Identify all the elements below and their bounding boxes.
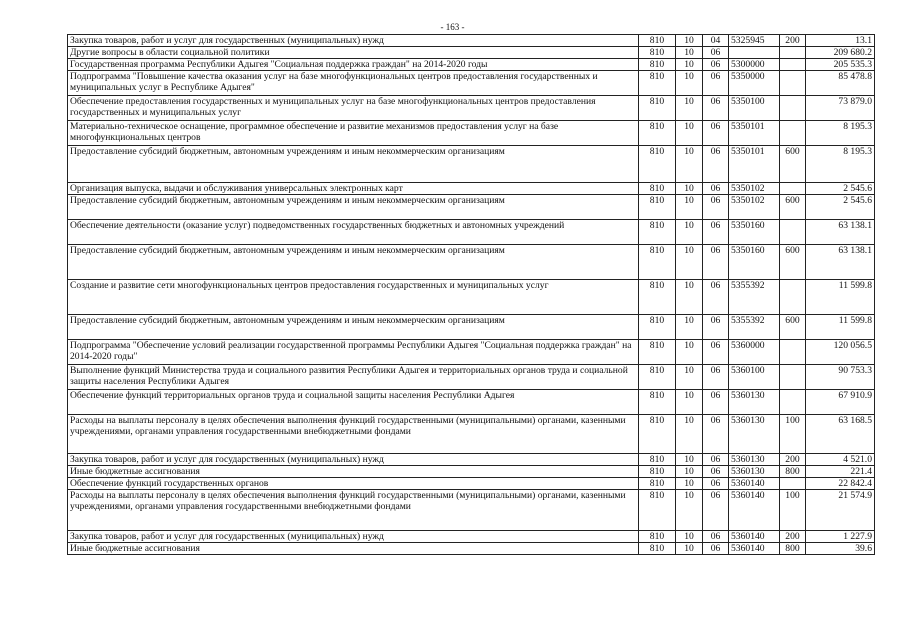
cell-target-article: 5355392 xyxy=(729,315,780,340)
cell-ministry-code: 810 xyxy=(639,365,676,390)
cell-target-article: 5350160 xyxy=(729,220,780,245)
cell-description: Обеспечение деятельности (оказание услуг) подведомственных государственных бюджетных и автономных учреждений xyxy=(68,220,639,245)
cell-description: Расходы на выплаты персоналу в целях обеспечения выполнения функций государственными (муниципальными) органами, казенными учреждениями, органами управления государственными внебюджетными фондами xyxy=(68,490,639,531)
budget-table-body xyxy=(68,35,875,555)
cell-amount: 22 842.4 xyxy=(806,478,875,490)
cell-subsection: 06 xyxy=(703,466,729,478)
cell-amount: 21 574.9 xyxy=(806,490,875,531)
cell-description: Создание и развитие сети многофункциональных центров предоставления государственных и муниципальных услуг xyxy=(68,280,639,315)
cell-subsection: 06 xyxy=(703,280,729,315)
cell-section: 10 xyxy=(676,71,703,96)
cell-target-article: 5360140 xyxy=(729,531,780,543)
cell-expense-type xyxy=(780,340,806,365)
cell-expense-type xyxy=(780,47,806,59)
cell-amount: 2 545.6 xyxy=(806,195,875,220)
cell-ministry-code: 810 xyxy=(639,543,676,555)
table-row xyxy=(68,35,875,47)
cell-ministry-code: 810 xyxy=(639,340,676,365)
table-row xyxy=(68,71,875,96)
cell-target-article: 5360140 xyxy=(729,490,780,531)
cell-section: 10 xyxy=(676,121,703,146)
cell-expense-type: 100 xyxy=(780,415,806,454)
cell-description: Выполнение функций Министерства труда и социального развития Республики Адыгея и территориальных органов труда и социальной защиты населения Республики Адыгея xyxy=(68,365,639,390)
cell-expense-type: 800 xyxy=(780,543,806,555)
cell-expense-type xyxy=(780,478,806,490)
cell-ministry-code: 810 xyxy=(639,454,676,466)
table-row xyxy=(68,245,875,280)
cell-subsection: 06 xyxy=(703,315,729,340)
cell-amount: 205 535.3 xyxy=(806,59,875,71)
cell-amount: 63 138.1 xyxy=(806,245,875,280)
cell-ministry-code: 810 xyxy=(639,146,676,183)
cell-expense-type xyxy=(780,183,806,195)
cell-subsection: 06 xyxy=(703,220,729,245)
cell-section: 10 xyxy=(676,365,703,390)
cell-expense-type xyxy=(780,365,806,390)
cell-ministry-code: 810 xyxy=(639,195,676,220)
cell-section: 10 xyxy=(676,415,703,454)
page-number: - 163 - xyxy=(440,22,465,32)
cell-subsection: 06 xyxy=(703,340,729,365)
cell-ministry-code: 810 xyxy=(639,96,676,121)
cell-subsection: 06 xyxy=(703,454,729,466)
cell-subsection: 06 xyxy=(703,478,729,490)
cell-expense-type: 200 xyxy=(780,35,806,47)
cell-section: 10 xyxy=(676,59,703,71)
table-row xyxy=(68,146,875,183)
cell-description: Закупка товаров, работ и услуг для государственных (муниципальных) нужд xyxy=(68,454,639,466)
cell-ministry-code: 810 xyxy=(639,47,676,59)
cell-subsection: 06 xyxy=(703,71,729,96)
cell-target-article: 5360130 xyxy=(729,390,780,415)
cell-description: Другие вопросы в области социальной политики xyxy=(68,47,639,59)
cell-section: 10 xyxy=(676,466,703,478)
cell-expense-type: 600 xyxy=(780,195,806,220)
cell-section: 10 xyxy=(676,390,703,415)
cell-target-article: 5360140 xyxy=(729,543,780,555)
cell-section: 10 xyxy=(676,195,703,220)
cell-amount: 8 195.3 xyxy=(806,146,875,183)
cell-target-article: 5300000 xyxy=(729,59,780,71)
budget-table xyxy=(67,34,875,555)
cell-amount: 4 521.0 xyxy=(806,454,875,466)
cell-amount: 1 227.9 xyxy=(806,531,875,543)
table-row xyxy=(68,466,875,478)
table-row xyxy=(68,415,875,454)
cell-subsection: 06 xyxy=(703,96,729,121)
cell-ministry-code: 810 xyxy=(639,245,676,280)
cell-expense-type: 200 xyxy=(780,454,806,466)
cell-expense-type xyxy=(780,96,806,121)
table-row xyxy=(68,454,875,466)
cell-subsection: 06 xyxy=(703,415,729,454)
cell-description: Обеспечение функций государственных органов xyxy=(68,478,639,490)
cell-subsection: 06 xyxy=(703,183,729,195)
cell-expense-type xyxy=(780,220,806,245)
cell-subsection: 06 xyxy=(703,365,729,390)
cell-amount: 13.1 xyxy=(806,35,875,47)
cell-section: 10 xyxy=(676,531,703,543)
cell-ministry-code: 810 xyxy=(639,315,676,340)
table-row xyxy=(68,47,875,59)
cell-expense-type xyxy=(780,121,806,146)
cell-subsection: 06 xyxy=(703,121,729,146)
cell-amount: 11 599.8 xyxy=(806,280,875,315)
table-row xyxy=(68,390,875,415)
cell-target-article: 5350100 xyxy=(729,96,780,121)
cell-description: Предоставление субсидий бюджетным, автономным учреждениям и иным некоммерческим организациям xyxy=(68,195,639,220)
cell-target-article: 5360140 xyxy=(729,478,780,490)
cell-expense-type: 600 xyxy=(780,146,806,183)
cell-subsection: 04 xyxy=(703,35,729,47)
cell-amount: 63 138.1 xyxy=(806,220,875,245)
cell-ministry-code: 810 xyxy=(639,183,676,195)
table-row xyxy=(68,315,875,340)
cell-target-article: 5350160 xyxy=(729,245,780,280)
cell-ministry-code: 810 xyxy=(639,35,676,47)
cell-subsection: 06 xyxy=(703,543,729,555)
cell-target-article: 5360000 xyxy=(729,340,780,365)
cell-amount: 39.6 xyxy=(806,543,875,555)
cell-ministry-code: 810 xyxy=(639,280,676,315)
cell-subsection: 06 xyxy=(703,59,729,71)
cell-amount: 221.4 xyxy=(806,466,875,478)
cell-expense-type: 200 xyxy=(780,531,806,543)
cell-expense-type xyxy=(780,71,806,96)
cell-subsection: 06 xyxy=(703,47,729,59)
cell-section: 10 xyxy=(676,478,703,490)
cell-description: Расходы на выплаты персоналу в целях обеспечения выполнения функций государственными (муниципальными) органами, казенными учреждениями, органами управления государственными внебюджетными фондами xyxy=(68,415,639,454)
cell-section: 10 xyxy=(676,96,703,121)
cell-ministry-code: 810 xyxy=(639,71,676,96)
cell-subsection: 06 xyxy=(703,490,729,531)
cell-description: Обеспечение функций территориальных органов труда и социальной защиты населения Республики Адыгея xyxy=(68,390,639,415)
cell-description: Обеспечение предоставления государственных и муниципальных услуг на базе многофункциональных центров предоставления государственных и муниципальных услуг xyxy=(68,96,639,121)
cell-description: Материально-техническое оснащение, программное обеспечение и развитие механизмов предоставления услуг на базе многофункциональных центров xyxy=(68,121,639,146)
cell-amount: 63 168.5 xyxy=(806,415,875,454)
cell-subsection: 06 xyxy=(703,245,729,280)
table-row xyxy=(68,280,875,315)
table-row xyxy=(68,59,875,71)
cell-section: 10 xyxy=(676,245,703,280)
cell-amount: 11 599.8 xyxy=(806,315,875,340)
cell-target-article: 5360130 xyxy=(729,466,780,478)
cell-section: 10 xyxy=(676,340,703,365)
cell-ministry-code: 810 xyxy=(639,59,676,71)
cell-expense-type xyxy=(780,390,806,415)
cell-target-article: 5350102 xyxy=(729,183,780,195)
table-row xyxy=(68,531,875,543)
cell-section: 10 xyxy=(676,146,703,183)
cell-target-article: 5355392 xyxy=(729,280,780,315)
cell-amount: 120 056.5 xyxy=(806,340,875,365)
cell-expense-type xyxy=(780,59,806,71)
table-row xyxy=(68,365,875,390)
cell-ministry-code: 810 xyxy=(639,531,676,543)
table-row xyxy=(68,96,875,121)
cell-description: Подпрограмма "Повышение качества оказания услуг на базе многофункциональных центров предоставления государственных и муниципальных услуг в Республике Адыгея" xyxy=(68,71,639,96)
cell-target-article: 5325945 xyxy=(729,35,780,47)
cell-expense-type: 600 xyxy=(780,315,806,340)
cell-subsection: 06 xyxy=(703,531,729,543)
table-row xyxy=(68,340,875,365)
cell-amount: 67 910.9 xyxy=(806,390,875,415)
cell-target-article: 5360100 xyxy=(729,365,780,390)
cell-section: 10 xyxy=(676,47,703,59)
cell-amount: 90 753.3 xyxy=(806,365,875,390)
cell-description: Предоставление субсидий бюджетным, автономным учреждениям и иным некоммерческим организациям xyxy=(68,315,639,340)
cell-section: 10 xyxy=(676,280,703,315)
cell-description: Предоставление субсидий бюджетным, автономным учреждениям и иным некоммерческим организациям xyxy=(68,146,639,183)
table-row xyxy=(68,490,875,531)
cell-ministry-code: 810 xyxy=(639,121,676,146)
cell-section: 10 xyxy=(676,220,703,245)
cell-amount: 8 195.3 xyxy=(806,121,875,146)
cell-subsection: 06 xyxy=(703,146,729,183)
cell-target-article: 5360130 xyxy=(729,454,780,466)
cell-expense-type: 100 xyxy=(780,490,806,531)
cell-section: 10 xyxy=(676,543,703,555)
table-row xyxy=(68,121,875,146)
cell-ministry-code: 810 xyxy=(639,220,676,245)
cell-target-article: 5350101 xyxy=(729,121,780,146)
cell-section: 10 xyxy=(676,183,703,195)
cell-section: 10 xyxy=(676,490,703,531)
cell-target-article: 5350000 xyxy=(729,71,780,96)
cell-amount: 2 545.6 xyxy=(806,183,875,195)
cell-amount: 85 478.8 xyxy=(806,71,875,96)
cell-target-article: 5350101 xyxy=(729,146,780,183)
cell-amount: 73 879.0 xyxy=(806,96,875,121)
cell-section: 10 xyxy=(676,35,703,47)
table-row xyxy=(68,543,875,555)
cell-description: Иные бюджетные ассигнования xyxy=(68,543,639,555)
cell-section: 10 xyxy=(676,454,703,466)
cell-description: Закупка товаров, работ и услуг для государственных (муниципальных) нужд xyxy=(68,35,639,47)
cell-expense-type xyxy=(780,280,806,315)
cell-description: Иные бюджетные ассигнования xyxy=(68,466,639,478)
cell-description: Подпрограмма "Обеспечение условий реализации государственной программы Республики Адыгея "Социальная поддержка граждан" на 2014-2020 годы" xyxy=(68,340,639,365)
table-row xyxy=(68,183,875,195)
cell-description: Закупка товаров, работ и услуг для государственных (муниципальных) нужд xyxy=(68,531,639,543)
cell-ministry-code: 810 xyxy=(639,390,676,415)
cell-expense-type: 800 xyxy=(780,466,806,478)
table-row xyxy=(68,478,875,490)
cell-ministry-code: 810 xyxy=(639,415,676,454)
cell-target-article xyxy=(729,47,780,59)
cell-description: Предоставление субсидий бюджетным, автономным учреждениям и иным некоммерческим организациям xyxy=(68,245,639,280)
cell-description: Государственная программа Республики Адыгея "Социальная поддержка граждан" на 2014-2020 годы xyxy=(68,59,639,71)
cell-target-article: 5360130 xyxy=(729,415,780,454)
cell-section: 10 xyxy=(676,315,703,340)
cell-ministry-code: 810 xyxy=(639,466,676,478)
cell-subsection: 06 xyxy=(703,195,729,220)
cell-target-article: 5350102 xyxy=(729,195,780,220)
cell-ministry-code: 810 xyxy=(639,490,676,531)
cell-description: Организация выпуска, выдачи и обслуживания универсальных электронных карт xyxy=(68,183,639,195)
cell-subsection: 06 xyxy=(703,390,729,415)
table-row xyxy=(68,195,875,220)
table-row xyxy=(68,220,875,245)
cell-ministry-code: 810 xyxy=(639,478,676,490)
cell-amount: 209 680.2 xyxy=(806,47,875,59)
cell-expense-type: 600 xyxy=(780,245,806,280)
